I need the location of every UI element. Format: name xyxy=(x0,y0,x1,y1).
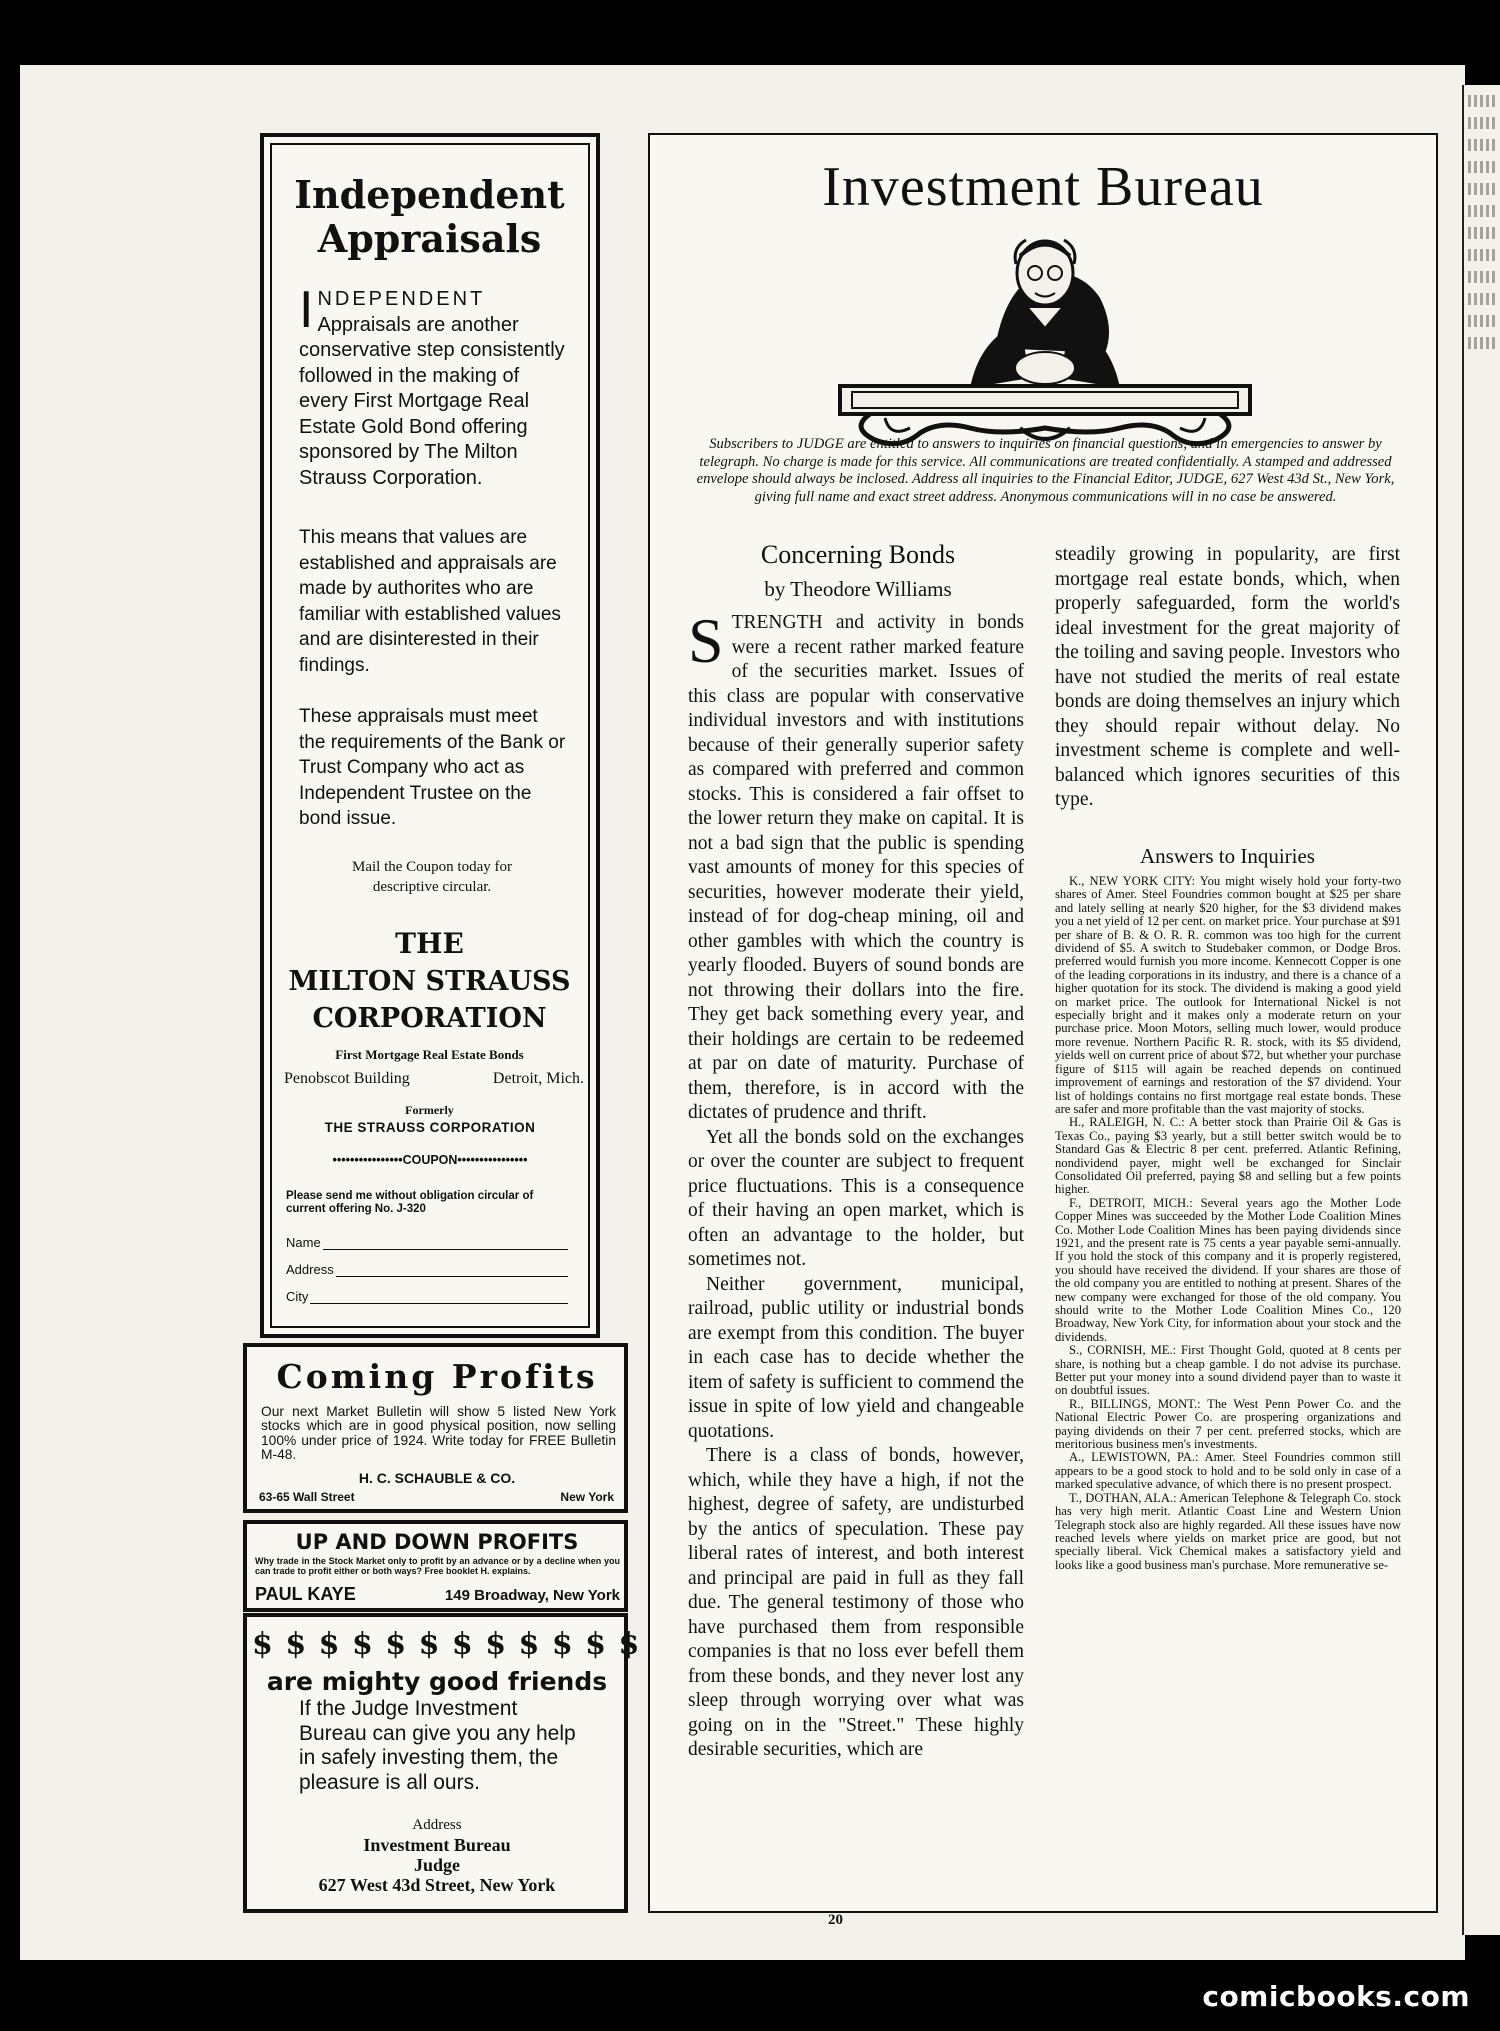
answers-title: Answers to Inquiries xyxy=(1140,844,1315,868)
building: Penobscot Building xyxy=(284,1070,410,1087)
mail-coupon-note: Mail the Coupon today for descriptive circular. xyxy=(352,859,512,895)
drop-cap: I xyxy=(299,281,314,339)
ad-up-and-down-profits xyxy=(243,1520,628,1612)
article-column-2 xyxy=(1055,543,1400,813)
city-field[interactable] xyxy=(286,1289,568,1304)
ad-body-3: These appraisals must meet the requirements of the Bank or Trust Company who act as Independent Trustee on the bond issue. xyxy=(299,706,566,829)
answer-3: F., DETROIT, MICH.: Several years ago the Mother Lode Copper Mines was succeeded by the Mother Lode Coalition Mines Co. Mother Lode Coalition Mines has been paying dividends since 1921, and the present rate is 75 cents a year payable semi-annually. If you hold the stock of this company and it is properly registered, you should have received the dividend. If your shares are those of the old company you are entitled to nothing at present. Shares of the new company were exchanged for those of the old company. You should write to the Mother Lode Coalition Mines Co., 120 Broadway, New York City, for information about your stock and the dividends. xyxy=(1055,1195,1401,1344)
city-label: City xyxy=(286,1289,309,1304)
former-name: THE STRAUSS CORPORATION xyxy=(324,1120,536,1135)
dollar-signs: $ $ $ $ $ $ $ $ $ $ $ $ xyxy=(252,1627,641,1662)
address-label: Address xyxy=(286,1262,334,1277)
judge-name: Judge xyxy=(413,1855,460,1875)
coupon-form xyxy=(286,1235,568,1316)
city: Detroit, Mich. xyxy=(492,1070,584,1087)
ad-title: Coming Profits xyxy=(276,1357,598,1396)
city: New York xyxy=(560,1490,614,1504)
coupon-divider: ••••••••••••••••COUPON•••••••••••••••• xyxy=(332,1153,528,1167)
answer-4: S., CORNISH, ME.: First Thought Gold, quoted at 8 cents per share, is nothing but a cheap gamble. I do not advise its purchase. Better put your money into a sound dividend payer than to waste it on doubtful issues. xyxy=(1055,1343,1401,1398)
name-label: Name xyxy=(286,1235,321,1250)
paragraph-5: steadily growing in popularity, are first mortgage real estate bonds, which, when properly safeguarded, form the world's ideal investment for the great majority of the toiling and saving people. Investors who have not studied the merits of real estate bonds are doing themselves an injury which they should repair without delay. No investment scheme is complete and well-balanced which ignores securities of this type. xyxy=(1055,544,1400,810)
address-line xyxy=(284,1070,584,1088)
ad-title: UP AND DOWN PROFITS xyxy=(295,1530,579,1554)
coupon-text: Please send me without obligation circular of current offering No. J-320 xyxy=(286,1190,534,1215)
address-label: Address xyxy=(412,1817,462,1833)
adjacent-page-edge xyxy=(1462,85,1500,1935)
corp-corporation: CORPORATION xyxy=(312,1003,547,1034)
answer-1: K., NEW YORK CITY: You might wisely hold your forty-two shares of Amer. Steel Foundries common bought at $25 per share and lately selling at nearly $20 higher, for the $3 dividend makes you a net yield of 12 per cent. on market price. Your purchase at $91 per share of B. & O. R. R. common was too high for the current dividend of $5. A switch to Studebaker common, or Dodge Bros. preferred would furnish you more income. Kennecott Copper is one of the leading corporations in its industry, and there is a chance of a higher quotation for its stock. The dividend is making a good yield on market price. The outlook for International Nickel is not especially bright and it makes only a moderate return on your purchase price. Moon Motors, selling much lower, would produce more revenue. Northern Pacific R. R. stock, with its $5 dividend, yields well on current price of about $72, but whether your purchase figure of $115 will again be reached depends on continued improvement of earnings and restoration of the $7 dividend. Your list of holdings contains no first mortgage real estate bonds. These are safer and more profitable than the vast majority of stocks. xyxy=(1055,874,1401,1116)
bonds-line: First Mortgage Real Estate Bonds xyxy=(335,1047,524,1062)
ad-text: Our next Market Bulletin will show 5 listed New York stocks which are in good physical position, now selling 100% under price of 1924. Write today for FREE Bulletin M-48. xyxy=(261,1404,616,1463)
name-field[interactable] xyxy=(286,1235,568,1250)
contact-name: PAUL KAYE xyxy=(255,1584,356,1604)
ad-coming-profits xyxy=(243,1343,628,1513)
corp-name: MILTON STRAUSS xyxy=(288,966,571,997)
ad-dollars-friends xyxy=(243,1613,641,1913)
contact-address: 149 Broadway, New York xyxy=(444,1587,620,1604)
ad-body-word: NDEPENDENT xyxy=(317,288,486,310)
paragraph-3: Neither government, municipal, railroad, public utility or industrial bonds are exempt from this condition. The buyer in each case has to decide whether the item of safety is sufficient to commend the issue in spite of low yield and changeable quotations. xyxy=(688,1273,1024,1442)
paragraph-1 xyxy=(688,605,1024,1126)
answer-2: H., RALEIGH, N. C.: A better stock than Prairie Oil & Gas is Texas Co., paying $3 yearly, but a still better switch would be to Standard Gas & Electric 8 per cent. preferred. Atlantic Refining, nondividend payer, might well be exchanged for Sinclair Consolidated Oil preferred, paying $8 and selling but a few points higher. xyxy=(1055,1115,1401,1197)
ad-body-text: Appraisals are another conservative step consistently followed in the making of every First Mortgage Real Estate Gold Bond offering sponsored by The Milton Strauss Corporation. xyxy=(299,313,565,489)
ad-body-1 xyxy=(299,281,569,491)
paragraph-1-text: TRENGTH and activity in bonds were a recent rather marked feature of the securities market. Issues of this class are popular with conservative individual investors and with institutions because of their generally superior safety as compared with preferred and common stocks. This is considered a fair offset to the lower return they make on capital. It is not a bad sign that the public is spending vast amounts of money for this species of securities, however moderate their yield, instead of for dog-cheap mining, oil and other gambles with which the country is yearly flooded. Buyers of sound bonds are not throwing their dollars into the fire. They get back something every year, and their holdings are certain to be redeemed at par on date of maturity. Purchase of them, therefore, is in accord with the dictates of prudence and thrift. xyxy=(688,612,1024,1123)
answer-5: R., BILLINGS, MONT.: The West Penn Power Co. and the National Electric Power Co. are prospering organizations and paying dividends on their 7 per cent. preferred stocks, which are meritorious business men's investments. xyxy=(1055,1396,1401,1452)
firm-address xyxy=(259,1490,614,1504)
intro-notice: Subscribers to JUDGE are entitled to answers to inquiries on financial questions, and in emergencies to answer by telegraph. No charge is made for this service. All communications are treated confidentially. A stamped and addressed envelope should always be inclosed. Address all inquiries to the Financial Editor, JUDGE, 627 West 43d St., New York, giving full name and exact street address. Anonymous communications will in no case be answered. xyxy=(696,436,1395,505)
answers-column xyxy=(1055,875,1401,1572)
address-field[interactable] xyxy=(286,1262,568,1277)
answer-7: T., DOTHAN, ALA.: American Telephone & Telegraph Co. stock has very high merit. Atlantic Coast Line and Western Union Telegraph stock also are highly regarded. All these issues have now reached levels where yields on market price are good, but not specially liberal. Vick Chemical makes a satisfactory yield and looks like a good business man's purchase. More remunerative se- xyxy=(1055,1490,1401,1572)
bureau-name: Investment Bureau xyxy=(363,1835,511,1855)
corp-the: THE xyxy=(395,927,464,960)
ad-body-2: This means that values are established and appraisals are made by authorites who are familiar with established values and are disinterested in their findings. xyxy=(299,527,561,676)
ad-text: Why trade in the Stock Market only to profit by an advance or by a decline when you can trade to profit either or both ways? Free booklet H. explains. xyxy=(255,1556,620,1576)
page-number: 20 xyxy=(828,1912,843,1928)
answer-6: A., LEWISTOWN, PA.: Amer. Steel Foundries common still appears to be a good stock to hold and to be sold only in case of a marked speculative advance, of which there is no present prospect. xyxy=(1055,1450,1401,1492)
watermark-logo: comicbooks.com xyxy=(1202,1980,1470,2013)
ad-title: Independent Appraisals xyxy=(294,172,565,261)
ad-independent-appraisals xyxy=(260,133,600,1338)
investment-bureau-section xyxy=(648,133,1438,1913)
banker-illustration xyxy=(830,228,1260,450)
ad-contact xyxy=(255,1584,620,1605)
article-title: Concerning Bonds xyxy=(760,540,956,569)
section-title: Investment Bureau xyxy=(822,156,1264,218)
ad-text: If the Judge Investment Bureau can give you any help in safely investing them, the pleasure is all ours. xyxy=(299,1697,576,1794)
article-column-1 xyxy=(688,605,1024,1763)
firm-name: H. C. SCHAUBLE & CO. xyxy=(358,1470,516,1486)
formerly-label: Formerly xyxy=(405,1103,454,1117)
article-byline: by Theodore Williams xyxy=(764,577,952,601)
drop-cap: S xyxy=(688,605,724,676)
street: 63-65 Wall Street xyxy=(259,1490,355,1504)
ad-headline: are mighty good friends xyxy=(266,1667,608,1696)
paragraph-2: Yet all the bonds sold on the exchanges or over the counter are subject to frequent price fluctuations. This is a consequence of their having an open market, which is often an advantage to the holder, but sometimes not. xyxy=(688,1126,1024,1270)
paragraph-4: There is a class of bonds, however, which, while they have a high, if not the highest, degree of safety, are undisturbed by the antics of speculation. These pay liberal rates of interest, and both interest and principal are paid in full as they fall due. The general testimony of those who have purchased them from responsible companies is that no loss ever befell them from these bonds, and they never lost any sleep through worrying over what was going on in the "Street." These highly desirable securities, which are xyxy=(688,1445,1024,1760)
bureau-street: 627 West 43d Street, New York xyxy=(318,1875,556,1895)
